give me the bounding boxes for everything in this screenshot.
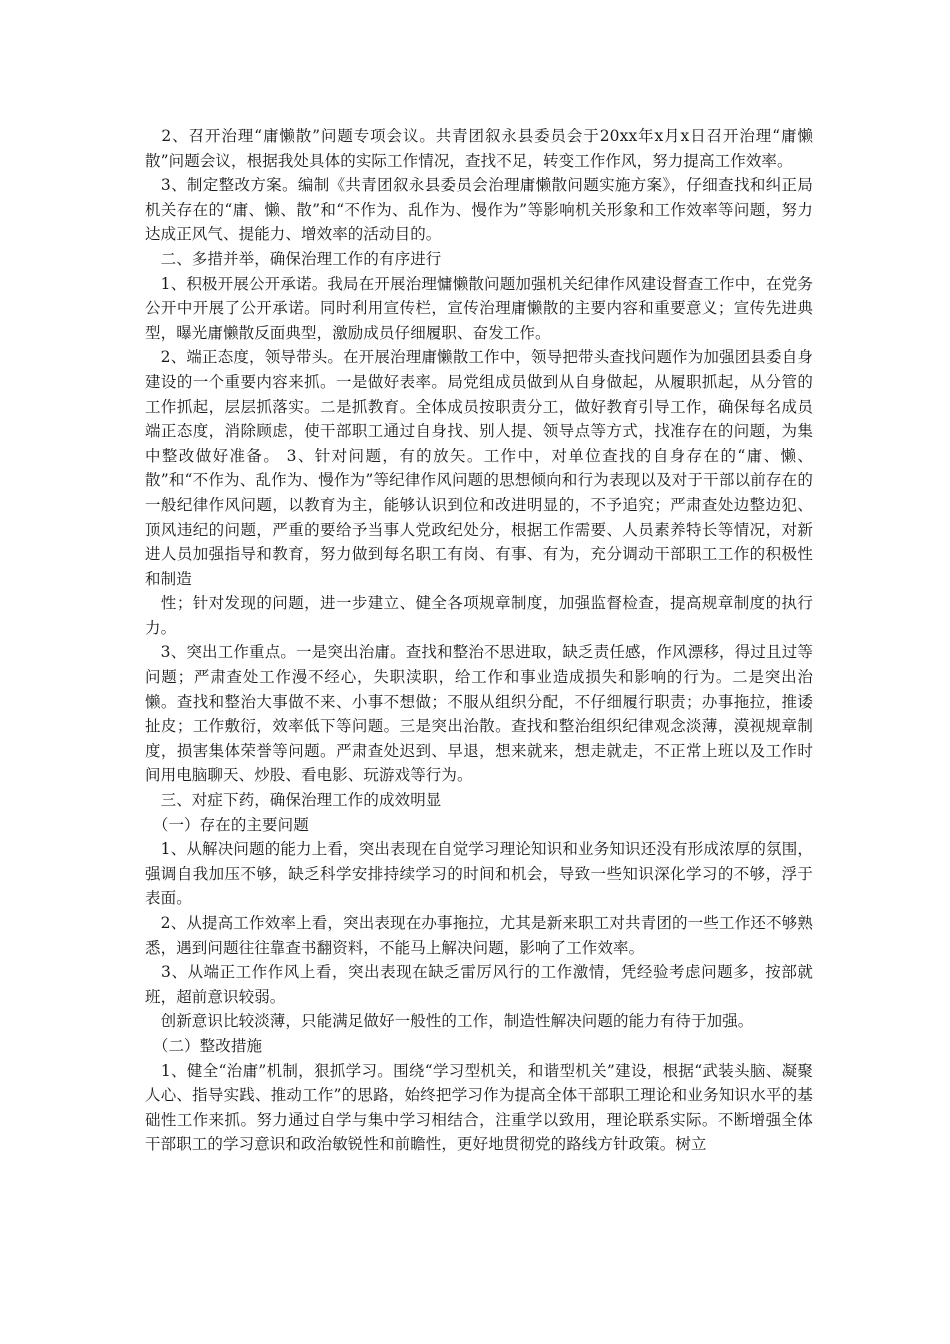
paragraph: 1、积极开展公开承诺。我局在开展治理慵懒散问题加强机关纪律作风建设督查工作中，在党务公开中开展了公开承诺。同时利用宣传栏，宣传治理庸懒散的主要内容和重要意义；宣传先进典型，曝光庸懒散反面典型，激励成员仔细履职、奋发工作。: [145, 274, 813, 342]
paragraph: 创新意识比较淡薄，只能满足做好一般性的工作，制造性解决问题的能力有待于加强。: [145, 1012, 754, 1031]
document-body: [145, 124, 813, 1157]
subsection-heading: （一）存在的主要问题: [145, 815, 309, 834]
paragraph: 3、从端正工作作风上看，突出表现在缺乏雷厉风行的工作激情，凭经验考虑问题多，按部就班，超前意识较弱。: [145, 963, 813, 1006]
subsection-heading: （二）整改措施: [145, 1036, 263, 1055]
paragraph: 1、从解决问题的能力上看，突出表现在自觉学习理论知识和业务知识还没有形成浓厚的氛围，强调自我加压不够，缺乏科学安排持续学习的时间和机会，导致一些知识深化学习的不够，浮于表面。: [145, 840, 813, 908]
paragraph: 3、突出工作重点。一是突出治庸。查找和整治不思进取，缺乏责任感，作风漂移，得过且过等问题；严肃查处工作漫不经心，失职渎职，给工作和事业造成损失和影响的行为。二是突出治懒。查找和整治大事做不来、小事不想做；不服从组织分配，不仔细履行职责；办事拖拉，推诿扯皮；工作敷衍，效率低下等问题。三是突出治散。查找和整治组织纪律观念淡薄，漠视规章制度，损害集体荣誉等问题。严肃查处迟到、早退，想来就来，想走就走，不正常上班以及工作时间用电脑聊天、炒股、看电影、玩游戏等行为。: [145, 643, 813, 785]
paragraph: 2、从提高工作效率上看，突出表现在办事拖拉，尤其是新来职工对共青团的一些工作还不够熟悉，遇到问题往往靠查书翻资料，不能马上解决问题，影响了工作效率。: [145, 914, 813, 957]
paragraph: 2、端正态度，领导带头。在开展治理庸懒散工作中，领导把带头查找问题作为加强团县委自身建设的一个重要内容来抓。一是做好表率。局党组成员做到从自身做起，从履职抓起，从分管的工作抓起，层层抓落实。二是抓教育。全体成员按职责分工，做好教育引导工作，确保每名成员端正态度，消除顾虑，使干部职工通过自身找、别人提、领导点等方式，找准存在的问题，为集中整改做好准备。 3、针对问题，有的放矢。工作中，对单位查找的自身存在的“庸、懒、散”和“不作为、乱作为、慢作为”等纪律作风问题的思想倾向和行为表现以及对于干部以前存在的一般纪律作风问题，以教育为主，能够认识到位和改进明显的，不予追究；严肃查处边整边犯、顶风违纪的问题，严重的要给予当事人党政纪处分，根据工作需要、人员素养特长等情况，对新进人员加强指导和教育，努力做到每名职工有岗、有事、有为，充分调动干部职工工作的积极性和制造: [145, 348, 813, 588]
paragraph: 2、召开治理“庸懒散”问题专项会议。共青团叙永县委员会于20xx年x月x日召开治理“庸懒散”问题会议，根据我处具体的实际工作情况，查找不足，转变工作作风，努力提高工作效率。: [145, 127, 813, 170]
paragraph: 性；针对发现的问题，进一步建立、健全各项规章制度，加强监督检查，提高规章制度的执行力。: [145, 594, 813, 637]
section-heading: 二、多措并举，确保治理工作的有序进行: [145, 249, 442, 268]
paragraph: 3、制定整改方案。编制《共青团叙永县委员会治理庸懒散问题实施方案》，仔细查找和纠正局机关存在的“庸、懒、散”和“不作为、乱作为、慢作为”等影响机关形象和工作效率等问题，努力达成正风气、提能力、增效率的活动目的。: [145, 176, 813, 244]
paragraph: 1、健全“治庸”机制，狠抓学习。围绕“学习型机关，和谐型机关”建设，根据“武装头脑、凝聚人心、指导实践、推动工作”的思路，始终把学习作为提高全体干部职工理论和业务知识水平的基础性工作来抓。努力通过自学与集中学习相结合，注重学以致用，理论联系实际。不断增强全体干部职工的学习意识和政治敏锐性和前瞻性，更好地贯彻党的路线方针政策。树立: [145, 1061, 813, 1154]
section-heading: 三、对症下药，确保治理工作的成效明显: [145, 791, 442, 810]
